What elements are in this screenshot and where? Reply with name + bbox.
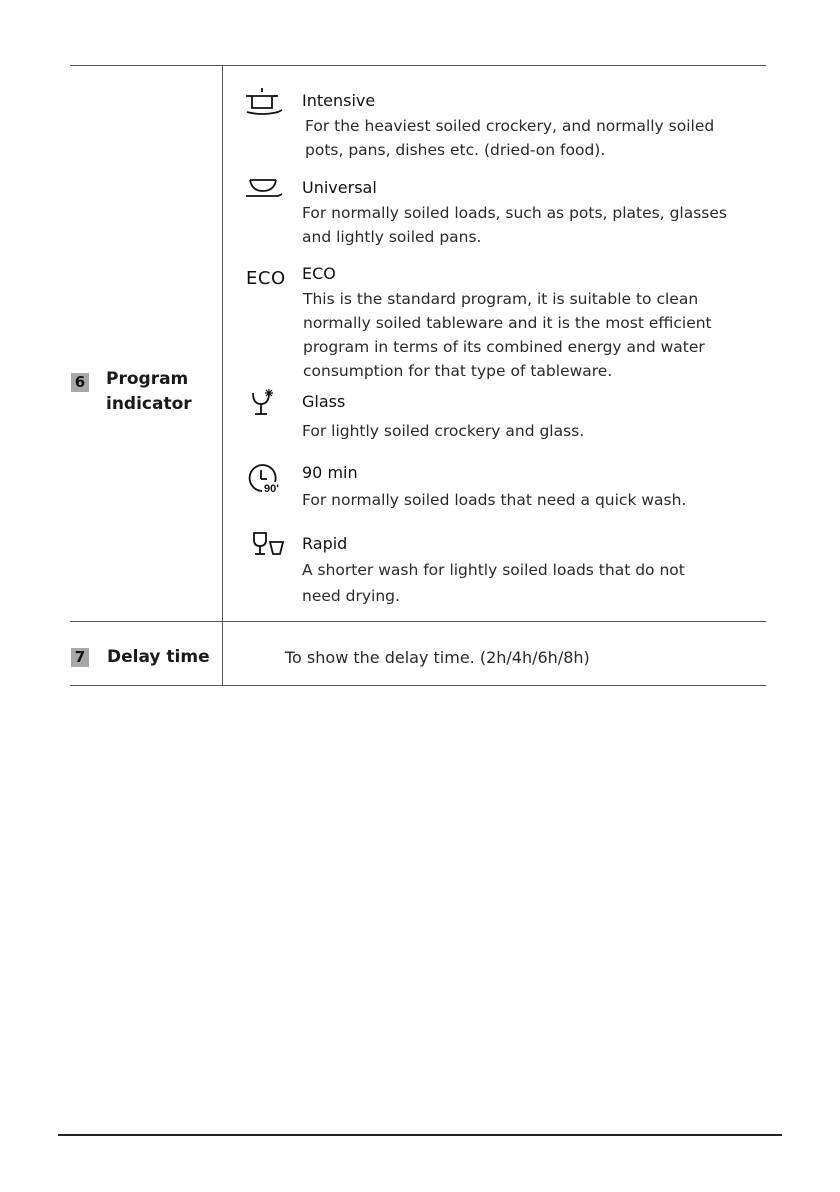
row-number-badge: 6 — [71, 373, 89, 392]
delay-time-desc: To show the delay time. (2h/4h/6h/8h) — [285, 648, 590, 667]
bowl-icon — [244, 175, 284, 201]
program-desc-intensive — [305, 114, 755, 162]
program-title-intensive: Intensive — [302, 91, 376, 110]
desc-line: and lightly soiled pans. — [302, 228, 482, 246]
desc-line: For normally soiled loads that need a quick wash. — [302, 491, 687, 509]
program-desc-90min — [302, 488, 752, 512]
desc-line: normally soiled tableware and it is the most efficient — [303, 314, 712, 332]
row-label-delay-time: Delay time — [107, 647, 210, 667]
program-title-universal: Universal — [302, 178, 377, 197]
program-title-glass: Glass — [302, 392, 346, 411]
row-label-program-indicator — [106, 367, 192, 417]
desc-line: This is the standard program, it is suitable to clean — [303, 290, 699, 308]
desc-line: program in terms of its combined energy and water — [303, 338, 705, 356]
row-label-line-1: Program — [106, 369, 189, 389]
table-top-border — [70, 65, 766, 66]
clock-90-label: 90' — [264, 483, 279, 494]
program-desc-glass — [302, 419, 752, 443]
desc-line: For normally soiled loads, such as pots, plates, glasses — [302, 204, 727, 222]
table-bottom-border — [70, 685, 766, 686]
program-desc-eco — [303, 287, 753, 383]
desc-line: consumption for that type of tableware. — [303, 362, 613, 380]
row-number-badge: 7 — [71, 648, 89, 667]
desc-line: For the heaviest soiled crockery, and normally soiled — [305, 117, 715, 135]
pot-icon — [244, 86, 284, 116]
program-desc-universal — [302, 201, 752, 249]
program-title-90min: 90 min — [302, 463, 358, 482]
row-divider — [70, 621, 766, 622]
desc-line: pots, pans, dishes etc. (dried-on food). — [305, 141, 606, 159]
eco-icon: ECO — [246, 268, 286, 289]
footer-rule — [58, 1134, 782, 1136]
glass-cup-icon — [252, 530, 286, 558]
clock-90-icon — [247, 462, 289, 494]
program-title-rapid: Rapid — [302, 534, 348, 553]
program-title-eco: ECO — [302, 264, 336, 283]
glass-icon — [250, 388, 276, 418]
row-label-line-2: indicator — [106, 394, 192, 414]
program-desc-rapid — [302, 558, 752, 608]
desc-line: A shorter wash for lightly soiled loads that do not — [302, 561, 685, 579]
desc-line: For lightly soiled crockery and glass. — [302, 422, 585, 440]
desc-line: need drying. — [302, 587, 400, 605]
column-divider — [222, 65, 223, 686]
